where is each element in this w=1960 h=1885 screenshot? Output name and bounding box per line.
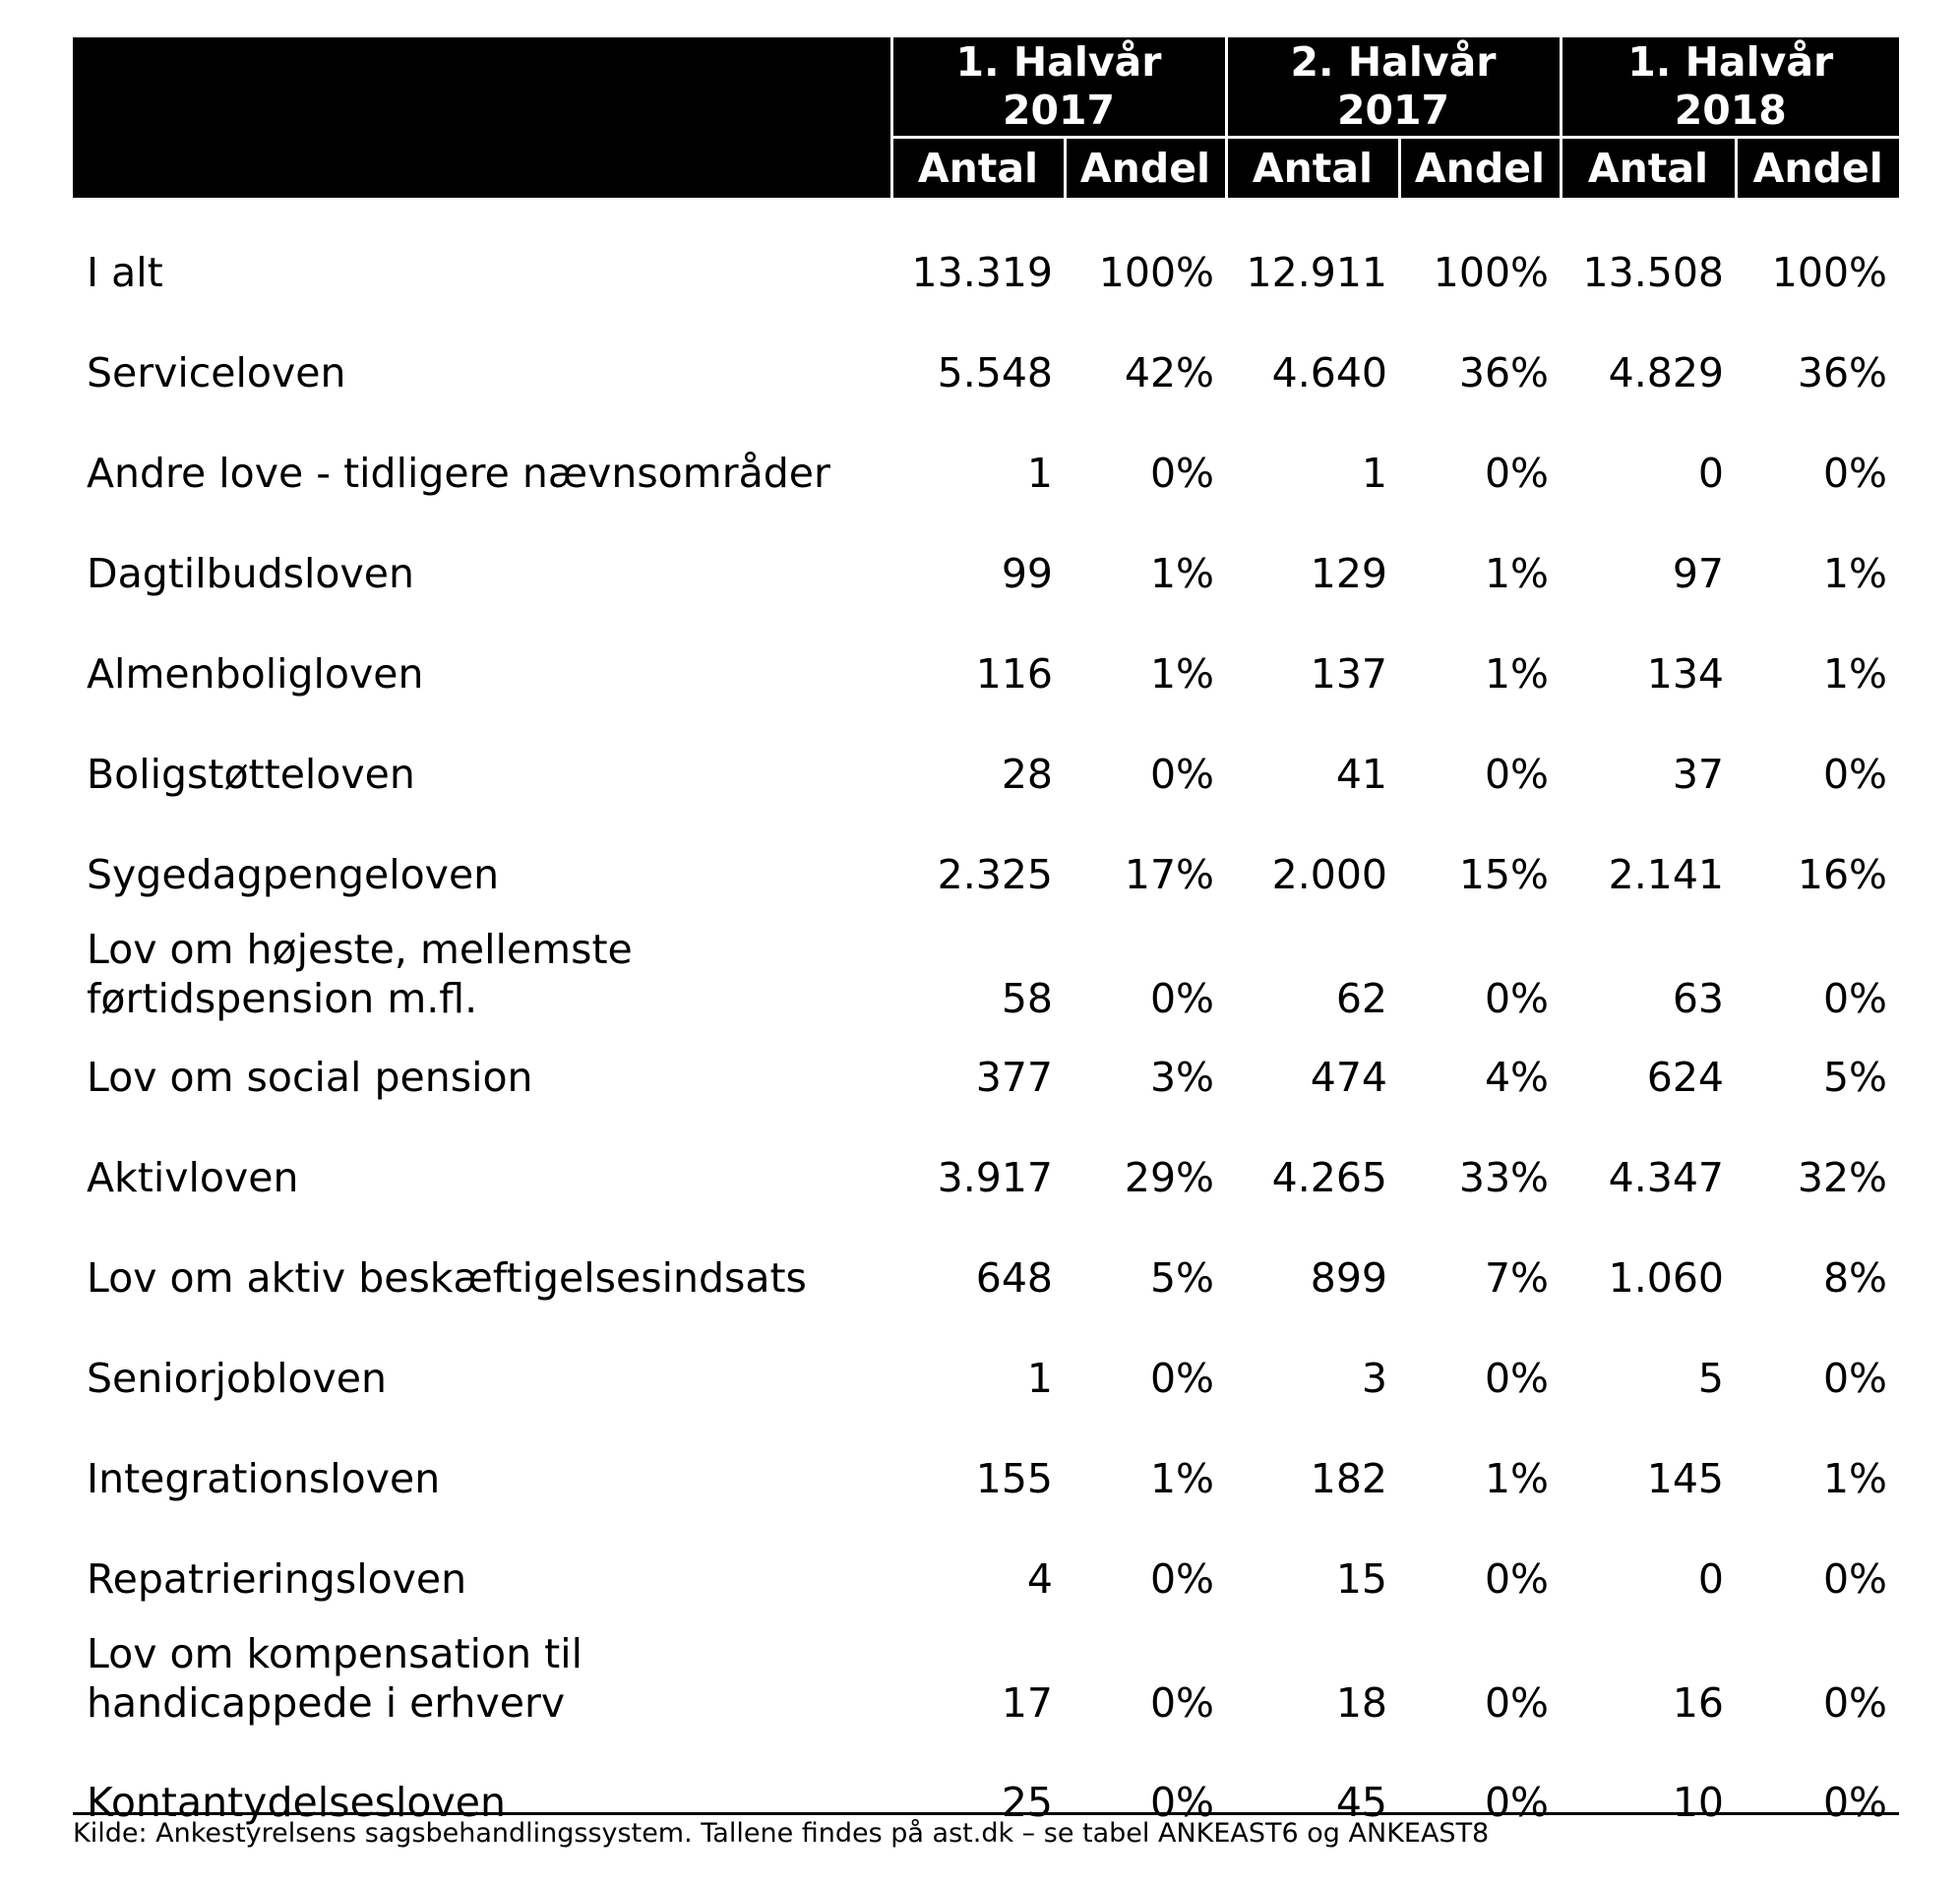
- cell-value: 63: [1672, 975, 1724, 1022]
- subheader-andel: Andel: [1065, 138, 1226, 199]
- row-label: Kontantydelsesloven: [87, 1779, 506, 1826]
- cell-value: 28: [1001, 751, 1053, 798]
- cell-value: 129: [1310, 550, 1387, 597]
- row-label: Aktivloven: [87, 1154, 299, 1201]
- cell-value: 1%: [1484, 650, 1549, 698]
- cell-value: 648: [975, 1254, 1053, 1302]
- cell-value: 100%: [1098, 249, 1214, 296]
- cell-value: 45: [1335, 1779, 1387, 1826]
- row-label-text: Lov om højeste, mellemste førtidspension m.fl.: [87, 926, 633, 1022]
- cell-value: 32%: [1797, 1154, 1887, 1201]
- cell-value: 5%: [1822, 1054, 1887, 1101]
- cell-value: 1: [1026, 450, 1053, 497]
- cell-value: 1%: [1149, 1455, 1214, 1502]
- cell-value: 0%: [1149, 1555, 1214, 1603]
- cell-value: 137: [1310, 650, 1387, 698]
- cell-value: 4: [1026, 1555, 1053, 1603]
- cell-value: 13.508: [1582, 249, 1724, 296]
- table-row: [73, 1127, 1899, 1228]
- cell-value: 16: [1672, 1679, 1724, 1727]
- cell-value: 13.319: [911, 249, 1053, 296]
- cell-value: 145: [1646, 1455, 1724, 1502]
- cell-value: 7%: [1484, 1254, 1549, 1302]
- cell-value: 100%: [1433, 249, 1549, 296]
- cell-value: 1: [1026, 1355, 1053, 1402]
- cell-value: 0%: [1822, 450, 1887, 497]
- cell-value: 3: [1361, 1355, 1387, 1402]
- cell-value: 17%: [1124, 851, 1214, 898]
- subheader-antal: Antal: [1226, 138, 1399, 199]
- cell-value: 1: [1361, 450, 1387, 497]
- table-row: [73, 624, 1899, 724]
- cell-value: 18: [1335, 1679, 1387, 1727]
- cell-value: 377: [975, 1054, 1053, 1101]
- table-row: [73, 1027, 1899, 1127]
- cell-value: 1%: [1822, 550, 1887, 597]
- table-row: [73, 523, 1899, 624]
- cell-value: 4%: [1484, 1054, 1549, 1101]
- cell-value: 3%: [1149, 1054, 1214, 1101]
- cell-value: 36%: [1797, 349, 1887, 396]
- cell-value: 155: [975, 1455, 1053, 1502]
- row-label: Sygedagpengeloven: [87, 851, 500, 898]
- cell-value: 134: [1646, 650, 1724, 698]
- period-title: 1. Halvår 2018: [1627, 38, 1834, 134]
- cell-value: 5.548: [937, 349, 1053, 396]
- cell-value: 1%: [1484, 1455, 1549, 1502]
- period-title: 1. Halvår 2017: [955, 38, 1162, 134]
- row-label: [73, 1629, 891, 1732]
- cell-value: 36%: [1458, 349, 1549, 396]
- cell-value: 0%: [1822, 751, 1887, 798]
- table-row: [73, 1429, 1899, 1529]
- cell-value: 42%: [1124, 349, 1214, 396]
- row-label: Repatrieringsloven: [87, 1555, 467, 1603]
- row-label: Boligstøtteloven: [87, 751, 415, 798]
- cell-value: 0%: [1822, 1679, 1887, 1727]
- table-row: [73, 222, 1899, 323]
- table-row: [73, 925, 1899, 1027]
- table-header: [73, 37, 1899, 198]
- cell-value: 10: [1672, 1779, 1724, 1826]
- period-header-h1-2017: [891, 37, 1226, 138]
- cell-value: 33%: [1458, 1154, 1549, 1201]
- cell-value: 4.640: [1271, 349, 1387, 396]
- cell-value: 0: [1697, 1555, 1724, 1603]
- subheader-andel: Andel: [1736, 138, 1899, 199]
- cell-value: 37: [1672, 751, 1724, 798]
- cell-value: 1%: [1484, 550, 1549, 597]
- row-label: Dagtilbudsloven: [87, 550, 414, 597]
- row-label: Andre love - tidligere nævnsområder: [87, 450, 830, 497]
- cell-value: 15%: [1458, 851, 1549, 898]
- row-label: I alt: [87, 249, 163, 296]
- cell-value: 5%: [1149, 1254, 1214, 1302]
- table-body: [73, 198, 1899, 1825]
- cell-value: 624: [1646, 1054, 1724, 1101]
- cell-value: 1.060: [1608, 1254, 1724, 1302]
- cell-value: 41: [1335, 751, 1387, 798]
- cell-value: 0%: [1822, 975, 1887, 1022]
- cell-value: 0: [1697, 450, 1724, 497]
- table-row: [73, 824, 1899, 925]
- table-row: [73, 1529, 1899, 1629]
- row-label-text: Lov om kompensation til handicappede i erhverv: [87, 1630, 583, 1727]
- cell-value: 97: [1672, 550, 1724, 597]
- row-label: Lov om aktiv beskæftigelsesindsats: [87, 1254, 807, 1302]
- table-row: [73, 1629, 1899, 1732]
- cell-value: 1%: [1822, 1455, 1887, 1502]
- subheader-antal: Antal: [1561, 138, 1736, 199]
- cell-value: 16%: [1797, 851, 1887, 898]
- row-label: Almenboligloven: [87, 650, 424, 698]
- cell-value: 8%: [1822, 1254, 1887, 1302]
- period-title: 2. Halvår 2017: [1290, 38, 1497, 134]
- cell-value: 0%: [1149, 450, 1214, 497]
- subheader-andel: Andel: [1399, 138, 1561, 199]
- cell-value: 1%: [1149, 550, 1214, 597]
- cell-value: 4.265: [1271, 1154, 1387, 1201]
- row-label: Lov om social pension: [87, 1054, 533, 1101]
- cell-value: 100%: [1771, 249, 1887, 296]
- cell-value: 4.829: [1608, 349, 1724, 396]
- cell-value: 2.141: [1608, 851, 1724, 898]
- row-label: Integrationsloven: [87, 1455, 441, 1502]
- cell-value: 0%: [1484, 751, 1549, 798]
- cell-value: 0%: [1149, 1355, 1214, 1402]
- cell-value: 2.000: [1271, 851, 1387, 898]
- cell-value: 29%: [1124, 1154, 1214, 1201]
- cell-value: 0%: [1484, 1355, 1549, 1402]
- cell-value: 0%: [1484, 1555, 1549, 1603]
- period-header-h1-2018: [1561, 37, 1899, 138]
- cell-value: 0%: [1484, 1679, 1549, 1727]
- statistics-table: [73, 37, 1899, 1825]
- period-header-h2-2017: [1226, 37, 1561, 138]
- source-note: Kilde: Ankestyrelsens sagsbehandlingssystem. Tallene findes på ast.dk – se tabel ANKEAST6 og ANKEAST8: [73, 1818, 1490, 1849]
- cell-value: 25: [1001, 1779, 1053, 1826]
- period-header-row: [73, 37, 1899, 138]
- cell-value: 15: [1335, 1555, 1387, 1603]
- cell-value: 0%: [1149, 751, 1214, 798]
- row-label: Serviceloven: [87, 349, 346, 396]
- cell-value: 0%: [1149, 1679, 1214, 1727]
- cell-value: 0%: [1149, 975, 1214, 1022]
- cell-value: 5: [1697, 1355, 1724, 1402]
- row-label: [73, 925, 891, 1027]
- table-row: [73, 724, 1899, 824]
- cell-value: 0%: [1484, 1779, 1549, 1826]
- cell-value: 0%: [1822, 1779, 1887, 1826]
- spacer-row: [73, 198, 1899, 222]
- cell-value: 58: [1001, 975, 1053, 1022]
- cell-value: 0%: [1822, 1355, 1887, 1402]
- cell-value: 474: [1310, 1054, 1387, 1101]
- cell-value: 0%: [1822, 1555, 1887, 1603]
- cell-value: 3.917: [937, 1154, 1053, 1201]
- table-row: [73, 1732, 1899, 1825]
- cell-value: 899: [1310, 1254, 1387, 1302]
- table-row: [73, 1228, 1899, 1328]
- cell-value: 116: [975, 650, 1053, 698]
- subheader-antal: Antal: [891, 138, 1065, 199]
- cell-value: 0%: [1149, 1779, 1214, 1826]
- row-label: Seniorjobloven: [87, 1355, 388, 1402]
- cell-value: 0%: [1484, 975, 1549, 1022]
- cell-value: 99: [1001, 550, 1053, 597]
- cell-value: 1%: [1822, 650, 1887, 698]
- statistics-table-container: [73, 37, 1899, 1825]
- cell-value: 1%: [1149, 650, 1214, 698]
- cell-value: 62: [1335, 975, 1387, 1022]
- cell-value: 4.347: [1608, 1154, 1724, 1201]
- header-corner: [73, 37, 891, 198]
- cell-value: 2.325: [937, 851, 1053, 898]
- table-bottom-rule: [73, 1812, 1899, 1815]
- cell-value: 0%: [1484, 450, 1549, 497]
- cell-value: 17: [1001, 1679, 1053, 1727]
- table-row: [73, 423, 1899, 523]
- table-row: [73, 1328, 1899, 1429]
- cell-value: 12.911: [1246, 249, 1387, 296]
- table-row: [73, 323, 1899, 423]
- cell-value: 182: [1310, 1455, 1387, 1502]
